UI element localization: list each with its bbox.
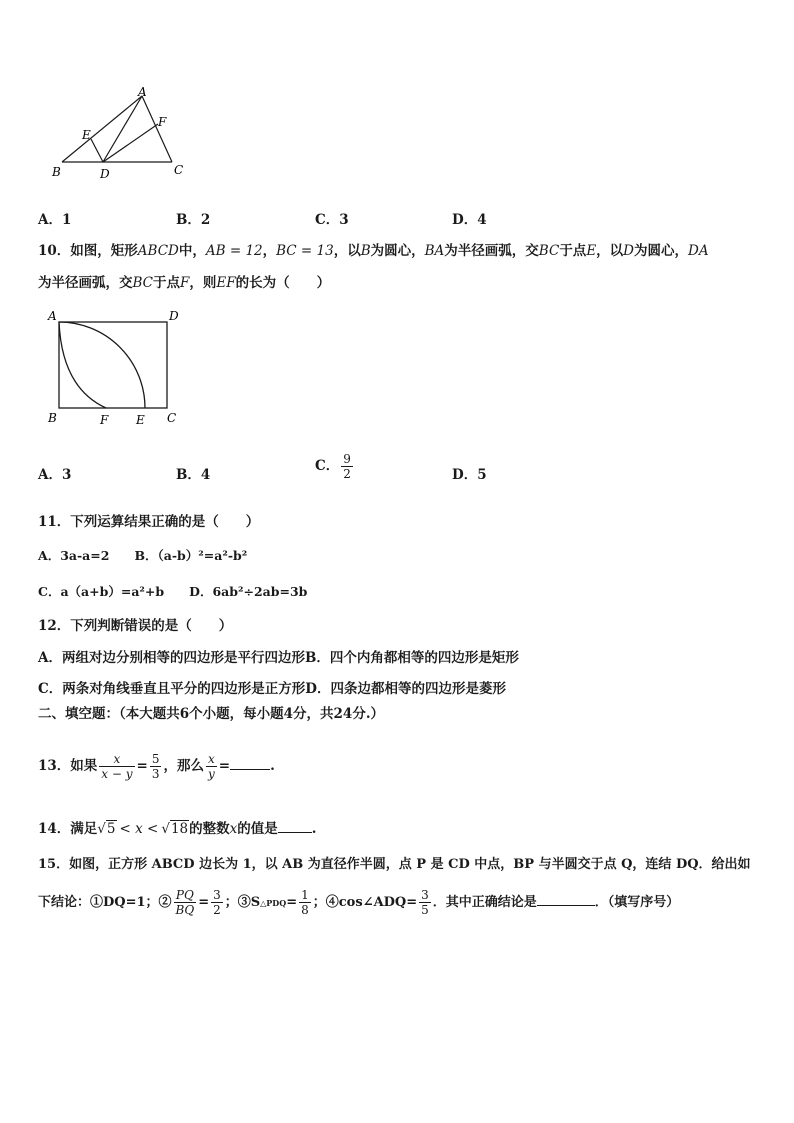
q12-choices-row1: A．两组对边分别相等的四边形是平行四边形B．四个内角都相等的四边形是矩形 [38, 650, 519, 666]
rectangle-arc-figure [44, 306, 194, 430]
q9-choice-c: C．3 [315, 212, 349, 228]
q13-fraction-3: $\frac{x}{y}$ [207, 752, 215, 781]
fig2-label-F: F [100, 413, 109, 427]
sqrt-5: √5 [97, 821, 116, 837]
q10-stem-line1: 10．如图，矩形ABCD中，AB = 12，BC = 13，以B为圆心，BA为半径画弧，交BC于点E，以D为圆心，DA [38, 243, 709, 259]
q10-choice-b: B．4 [176, 467, 211, 483]
q13-fraction-1: $\frac{x}{x - y}$ [101, 752, 133, 781]
q15-fraction-3-2: $\frac{3}{2}$ [213, 888, 221, 917]
fig2-label-B: B [48, 411, 57, 425]
q15-fraction-3-5: $\frac{3}{5}$ [421, 888, 429, 917]
q11-choices-row1: A．3a-a=2 B．（a-b）²=a²-b² [38, 548, 248, 563]
q15-answer-blank[interactable] [537, 905, 595, 906]
q15-stem-line1: 15．如图，正方形 ABCD 边长为 1，以 AB 为直径作半圆，点 P 是 CD 中点，BP 与半圆交于点 Q，连结 DQ．给出如 [38, 857, 751, 872]
q15-fraction-1-8: $\frac{1}{8}$ [301, 888, 309, 917]
q12-choices-row2: C．两条对角线垂直且平分的四边形是正方形D．四条边都相等的四边形是菱形 [38, 681, 506, 697]
fig2-label-A: A [48, 309, 57, 323]
fig2-label-E: E [136, 413, 145, 427]
sqrt-18: √18 [161, 821, 189, 837]
q13-fraction-2: $\frac{5}{3}$ [151, 752, 160, 781]
q10-stem-line2: 为半径画弧，交BC于点F，则EF的长为（ ） [38, 275, 331, 291]
label-C: C [174, 163, 184, 177]
label-F: F [158, 115, 167, 129]
q9-choice-a: A．1 [38, 212, 72, 228]
q15-stem-line2: 下结论：①DQ=1；② $\frac{PQ}{BQ}$ = $\frac{3}{2}$ ；③S△PDQ= $\frac{1}{8}$ ；④cos∠ADQ= $\frac{3}{5}$ ．其中正确结论是 ．（填写序号） [38, 888, 680, 917]
q11-stem: 11．下列运算结果正确的是（ ） [38, 514, 260, 530]
q13-answer-blank[interactable] [230, 769, 270, 770]
fig2-label-D: D [169, 309, 179, 323]
q9-choice-b: B．2 [176, 212, 211, 228]
q13-stem: 13．如果 $\frac{x}{x - y}$ = $\frac{5}{3}$ ，那么 $\frac{x}{y}$ = . [38, 752, 275, 781]
fig2-label-C: C [167, 411, 177, 425]
triangle-figure [48, 84, 198, 184]
q14-stem: 14．满足√5 < x < √18的整数x的值是 . [38, 821, 317, 837]
q11-choices-row2: C．a（a+b）=a²+b D．6ab²÷2ab=3b [38, 584, 308, 599]
label-A: A [138, 85, 147, 99]
q10-choice-c-fraction: $\frac{9}{2}$ [343, 452, 351, 481]
q12-stem: 12．下列判断错误的是（ ） [38, 618, 233, 634]
section-title: 二、填空题：（本大题共6个小题，每小题4分，共24分.） [38, 706, 385, 722]
q15-fraction-pq-bq: $\frac{PQ}{BQ}$ [175, 888, 195, 917]
q10-choice-d: D．5 [452, 467, 487, 483]
label-E: E [82, 128, 91, 142]
q9-choice-d: D．4 [452, 212, 487, 228]
q10-choice-a: A．3 [38, 467, 72, 483]
q14-answer-blank[interactable] [278, 832, 312, 833]
label-D: D [100, 167, 110, 181]
q10-choice-c: C． $\frac{9}{2}$ [315, 452, 351, 481]
label-B: B [52, 165, 61, 179]
